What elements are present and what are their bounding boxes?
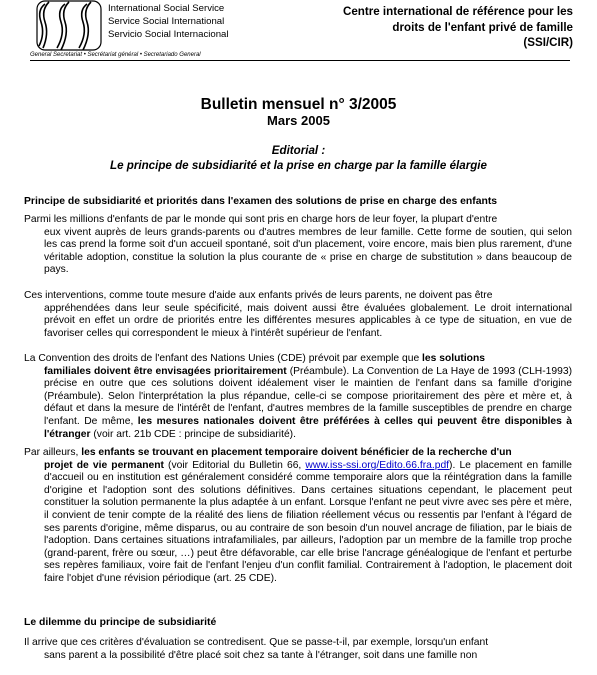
bulletin-title-block <box>0 96 597 129</box>
org-name-en: International Social Service <box>108 3 225 14</box>
header-divider <box>30 60 570 61</box>
secretariat-line: General Secretariat • Secrétariat général • Secretariado General <box>30 52 201 58</box>
editorial-label: Editorial : <box>271 144 326 157</box>
paragraph-3-rest-c: les mesures nationales doivent être préférées à celles qui peuvent être disponibles à l'étranger <box>44 415 572 440</box>
centre-name-line-3: (SSI/CIR) <box>523 36 573 49</box>
paragraph-3-first-b: les solutions <box>422 353 485 364</box>
paragraph-4-first-b: les enfants se trouvant en placement temporaire doivent bénéficier de la recherche d'un <box>81 447 512 458</box>
paragraph-3-rest-b: (Préambule). La Convention de La Haye de 1993 (CLH-1993) précise en outre que ces solutions doivent idéalement viser le maintien de l'enfant dans sa famille d'origine (Préambule). Selon l'interprétation la plus répandue, celle-ci se compose prioritairement des père et mère et, à défaut et dans la mesure de l'intérêt de l'enfant, d'autres membres de la famille susceptibles de prendre en charge l'enfant. De même, <box>44 365 573 427</box>
paragraph-2 <box>24 290 572 340</box>
centre-name-line-1: Centre international de référence pour les <box>342 5 573 18</box>
org-name-es: Servicio Social Internacional <box>108 29 229 40</box>
paragraph-1-rest: eux vivent auprès de leurs grands-parents ou d'autres membres de leur famille. Cette forme de soutien, qui selon les cas prend la forme soit d'un accueil spontané, soit d'un placement, voire encore, mais bien plus rarement, d'une véritable adoption, constitue la solution la plus courante de « prise en charge de substitution » dans beaucoup de pays. <box>44 226 572 276</box>
paragraph-4 <box>24 447 572 586</box>
paragraph-4-rest-a: projet de vie permanent <box>44 459 164 471</box>
paragraph-3-first-a: La Convention des droits de l'enfant des Nations Unies (CDE) prévoit par exemple que <box>24 353 423 364</box>
editorial-66-link[interactable]: www.iss-ssi.org/Edito.66.fra.pdf <box>305 459 450 471</box>
organization-names <box>108 2 229 41</box>
editorial-title: Le principe de subsidiarité et la prise en charge par la famille élargie <box>110 159 487 172</box>
section-heading-dilemma: Le dilemme du principe de subsidiarité <box>24 617 217 628</box>
paragraph-2-first: Ces interventions, comme toute mesure d'aide aux enfants privés de leurs parents, ne doivent pas être <box>24 290 493 301</box>
paragraph-1 <box>24 214 572 277</box>
paragraph-4-first-a: Par ailleurs, <box>24 447 82 458</box>
paragraph-5 <box>24 637 572 662</box>
centre-name-line-2: droits de l'enfant privé de famille <box>392 20 573 34</box>
bulletin-date: Mars 2005 <box>267 113 330 128</box>
bulletin-title: Bulletin mensuel n° 3/2005 <box>200 96 397 113</box>
paragraph-3-rest-a: familiales doivent être envisagées prioritairement <box>44 365 287 377</box>
paragraph-2-rest: appréhendées dans leur seule spécificité, mais doivent aussi être évaluées globalement. Le droit international prévoit en effet un ordre de priorités entre les différentes mesures applicables à ce type de situation, en vue de favoriser celles qui correspondent le mieux à l'intérêt supérieur de l'enfant. <box>44 302 572 339</box>
paragraph-4-rest-c: ). Le placement en famille d'accueil ou en institution est généralement considéré comme temporaire alors que la réintégration dans la famille d'origine et l'adoption sont des solutions définitives. Dans certaines situations cependant, le placement peut constituer la solution permanente la plus adaptée à un enfant. Lorsque l'enfant ne peut vivre avec ses père et mère, il convient de tenir compte de la réalité des liens de filiation réellement vécus ou ressentis par l'enfant à l'égard de ses parents d'origine, même disparus, ou au contraire de son besoin d'un nouvel ancrage de filiation, par le biais de l'adoption. Dans certaines situations intrafamiliales, par ailleurs, l'adoption par un membre de la famille trop proche (grand-parent, frère ou sœur, …) peut être défavorable, car elle brise l'ancrage généalogique de l'enfant et perturbe ses repères familiaux, voire fait de l'enfant l'enjeu d'un conflit familial. Contrairement à l'adoption, le placement doit faire l'objet d'une révision périodique (art. 25 CDE). <box>44 459 572 584</box>
org-name-fr: Service Social International <box>108 16 225 27</box>
paragraph-3 <box>24 353 572 441</box>
section-heading-subsidiarity: Principe de subsidiarité et priorités dans l'examen des solutions de prise en charge des enfants <box>24 196 498 207</box>
paragraph-3-rest-d: (voir art. 21b CDE : principe de subsidiarité). <box>90 428 296 440</box>
paragraph-5-first: Il arrive que ces critères d'évaluation se contredisent. Que se passe-t-il, par exemple, lorsqu'un enfant <box>24 637 489 648</box>
paragraph-4-rest-b: (voir Editorial du Bulletin 66, <box>163 459 306 471</box>
centre-name <box>303 4 573 51</box>
paragraph-1-first: Parmi les millions d'enfants de par le monde qui sont pris en charge hors de leur foyer, la plupart d'entre <box>24 214 498 225</box>
editorial-heading <box>0 143 597 173</box>
paragraph-5-rest: sans parent a la possibilité d'être placé soit chez sa tante à l'étranger, soit dans une famille non <box>44 649 478 661</box>
iss-logo <box>35 0 105 52</box>
